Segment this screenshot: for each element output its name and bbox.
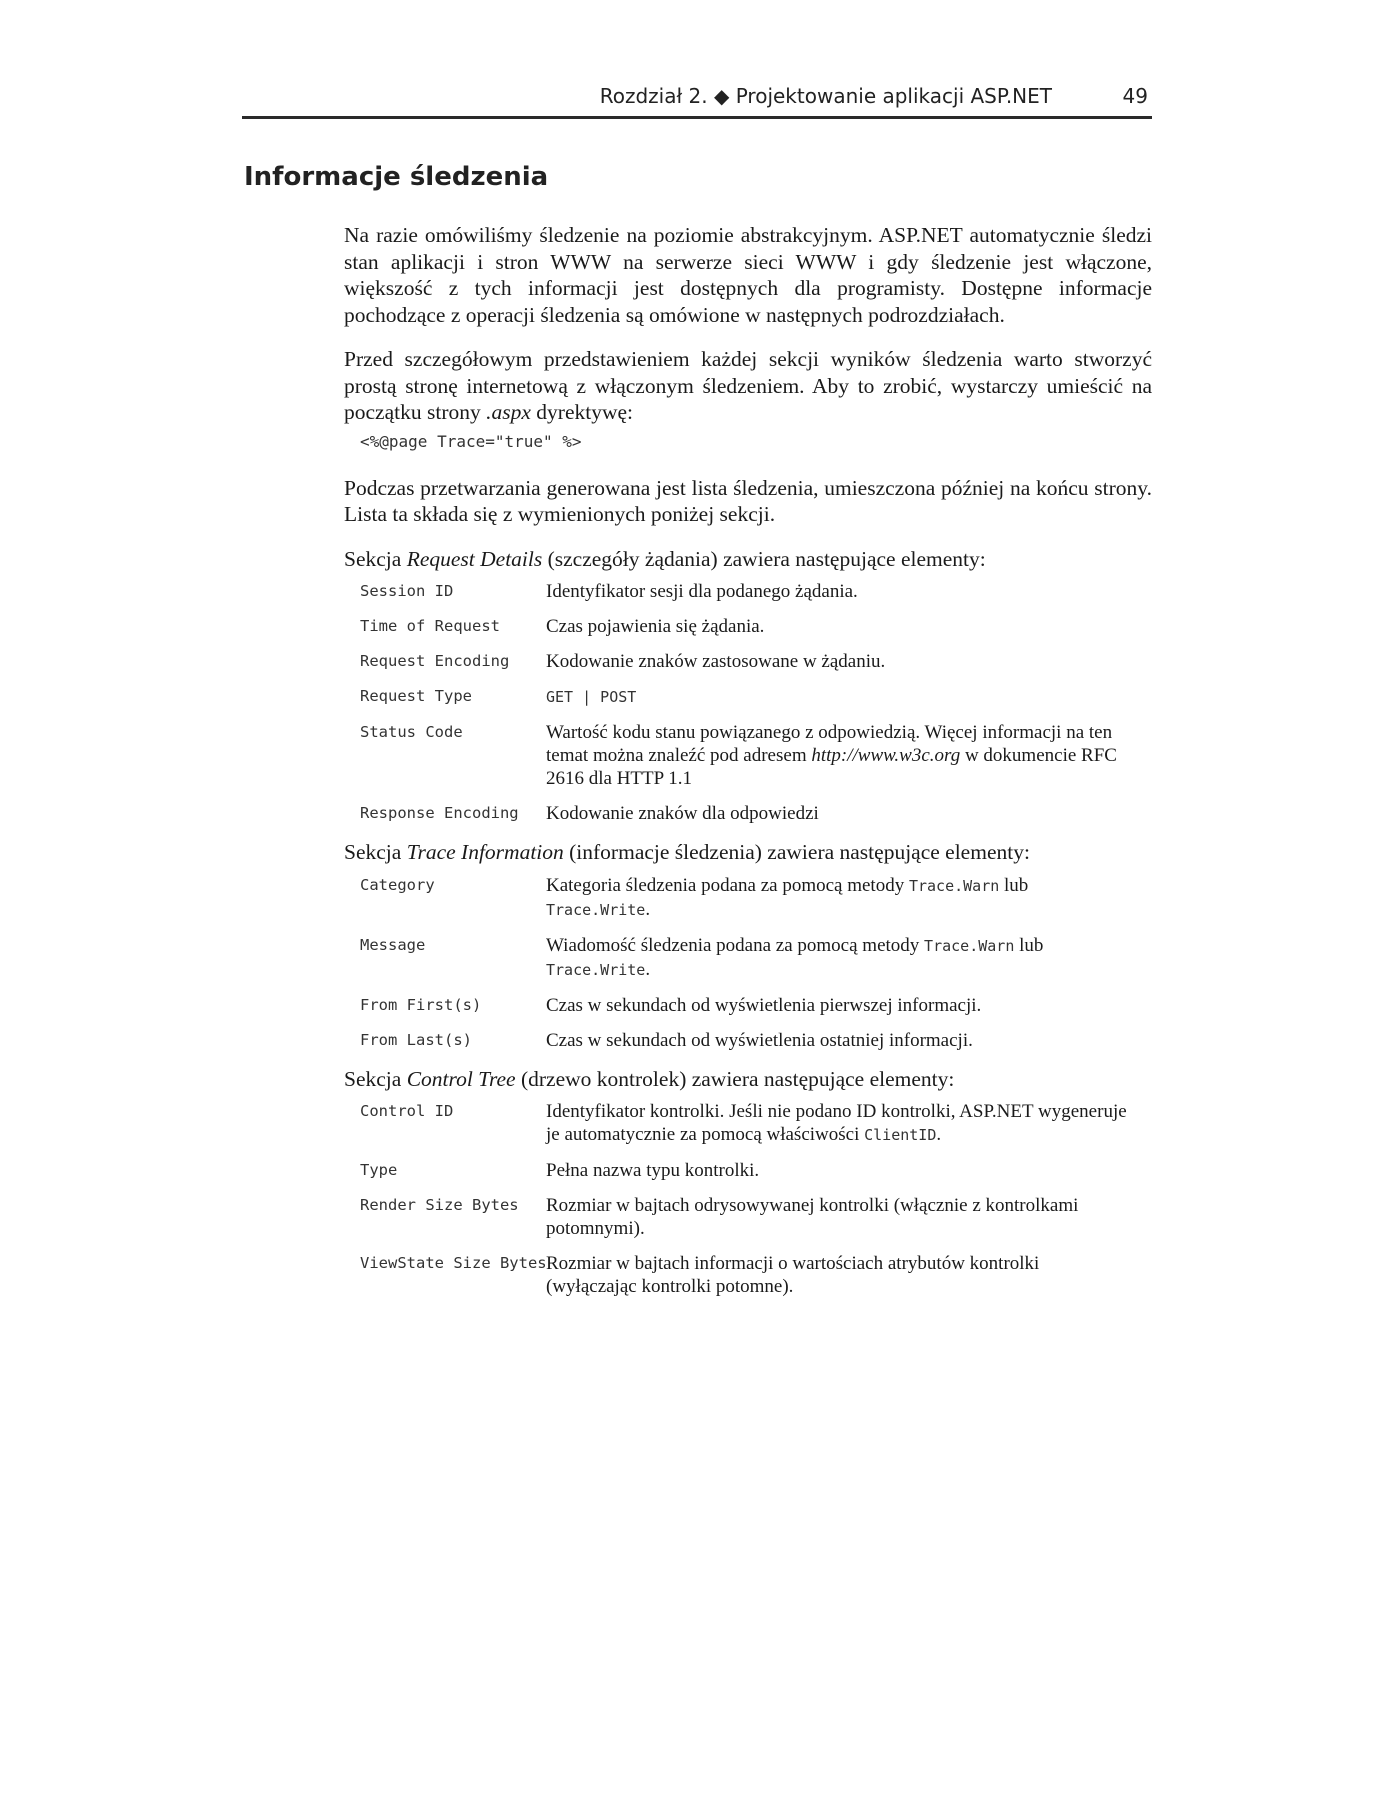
chapter-label: Rozdział 2. xyxy=(599,84,714,108)
trace-information-list xyxy=(344,874,1152,1052)
description-text-end: . xyxy=(936,1124,942,1145)
list-item xyxy=(344,685,1152,709)
lead-suffix: (informacje śledzenia) zawiera następujące elementy: xyxy=(563,840,1030,864)
description-text: Wartość kodu stanu powiązanego z odpowiedzią. Więcej informacji na ten temat można znaleźć pod adresem xyxy=(546,722,1113,766)
description: Czas w sekundach od wyświetlenia pierwszej informacji. xyxy=(546,994,982,1016)
list-item xyxy=(344,802,1152,825)
code-trace-warn: Trace.Warn xyxy=(924,936,1015,955)
aspx-term: .aspx xyxy=(486,400,531,424)
term: Type xyxy=(360,1161,398,1179)
term: Control ID xyxy=(360,1102,454,1120)
lead-suffix: (drzewo kontrolek) zawiera następujące elementy: xyxy=(515,1066,955,1091)
w3c-url: http://www.w3c.org xyxy=(811,745,961,766)
list-item xyxy=(344,874,1152,922)
description-text: Identyfikator kontrolki. Jeśli nie podano ID kontrolki, ASP.NET wygeneruje je automatycznie za pomocą właściwości xyxy=(546,1101,1127,1145)
list-item xyxy=(344,1029,1152,1052)
request-details-list xyxy=(344,580,1152,825)
request-details-lead xyxy=(344,546,1152,573)
description: Czas pojawienia się żądania. xyxy=(546,616,765,637)
list-item xyxy=(344,1252,1152,1298)
list-item xyxy=(344,1100,1152,1147)
page-number: 49 xyxy=(1122,84,1148,108)
term: Session ID xyxy=(360,582,454,600)
list-item xyxy=(344,1159,1152,1182)
control-tree-list xyxy=(344,1100,1152,1298)
code-trace-write: Trace.Write xyxy=(546,900,646,919)
description: Kodowanie znaków zastosowane w żądaniu. xyxy=(546,651,886,672)
term: Request Type xyxy=(360,687,472,705)
term: Category xyxy=(360,875,435,894)
code-trace-write: Trace.Write xyxy=(546,960,646,979)
description: Czas w sekundach od wyświetlenia ostatniej informacji. xyxy=(546,1029,973,1051)
list-item xyxy=(344,1194,1152,1240)
term: From Last(s) xyxy=(360,1030,472,1049)
code-client-id: ClientID xyxy=(864,1126,937,1144)
description xyxy=(546,721,1152,790)
term: Response Encoding xyxy=(360,804,519,822)
term: Request Encoding xyxy=(360,652,510,670)
term: Time of Request xyxy=(360,617,500,635)
running-header xyxy=(242,82,1152,119)
term: From First(s) xyxy=(360,995,482,1014)
description: Identyfikator sesji dla podanego żądania. xyxy=(546,581,858,602)
description xyxy=(546,934,1152,982)
description-text-end: . xyxy=(645,958,651,980)
lead-section-name: Request Details xyxy=(406,546,543,571)
description: Rozmiar w bajtach informacji o wartościach atrybutów kontrolki (wyłączając kontrolki potomne). xyxy=(546,1253,1040,1297)
control-tree-lead xyxy=(344,1066,1152,1093)
description: Pełna nazwa typu kontrolki. xyxy=(546,1160,760,1181)
paragraph-directive-text: Przed szczegółowym przedstawieniem każdej sekcji wyników śledzenia warto stworzyć prostą stronę internetową z włączonym śledzeniem. Aby to zrobić, wystarczy umieścić na początku strony xyxy=(344,347,1152,424)
chapter-name: Projektowanie aplikacji ASP.NET xyxy=(729,84,1052,108)
paragraph-directive xyxy=(344,346,1152,426)
paragraph-intro: Na razie omówiliśmy śledzenie na poziomie abstrakcyjnym. ASP.NET automatycznie śledzi stan aplikacji i stron WWW na serwerze sieci WWW i gdy śledzenie jest włączone, większość z tych informacji jest dostępnych dla programisty. Dostępne informacje pochodzące z operacji śledzenia są omówione w następnych podrozdziałach. xyxy=(344,223,1152,327)
body-text xyxy=(344,222,1152,1310)
lead-section-name: Trace Information xyxy=(406,840,564,864)
description xyxy=(546,1100,1152,1147)
section-title: Informacje śledzenia xyxy=(244,162,549,192)
list-item xyxy=(344,615,1152,638)
description: Kodowanie znaków dla odpowiedzi xyxy=(546,803,819,824)
chapter-title xyxy=(600,84,1052,108)
diamond-icon: ◆ xyxy=(713,84,730,108)
lead-prefix: Sekcja xyxy=(344,840,407,864)
description-text-end: w dokumencie RFC 2616 dla HTTP 1.1 xyxy=(546,745,1117,789)
code-directive: <%@page Trace="true" %> xyxy=(360,431,582,451)
list-item xyxy=(344,934,1152,982)
request-type-values: GET | POST xyxy=(546,688,637,706)
trace-information-lead xyxy=(344,839,1152,866)
list-item xyxy=(344,650,1152,673)
description: Rozmiar w bajtach odrysowywanej kontrolki (włącznie z kontrolkami potomnymi). xyxy=(546,1195,1079,1239)
paragraph-trace-list: Podczas przetwarzania generowana jest lista śledzenia, umieszczona później na końcu strony. Lista ta składa się z wymienionych poniżej sekcji. xyxy=(344,475,1152,526)
term: Render Size Bytes xyxy=(360,1196,519,1214)
list-item xyxy=(344,994,1152,1017)
code-trace-warn: Trace.Warn xyxy=(908,876,1000,895)
paragraph-directive-end: dyrektywę: xyxy=(530,400,633,424)
description-text-end: . xyxy=(645,898,651,920)
description-text: Wiadomość śledzenia podana za pomocą metody xyxy=(546,934,925,956)
description-text-mid: lub xyxy=(1014,934,1044,956)
term: ViewState Size Bytes xyxy=(360,1254,547,1272)
lead-section-name: Control Tree xyxy=(406,1066,516,1091)
description-text-mid: lub xyxy=(999,874,1029,896)
list-item xyxy=(344,580,1152,603)
lead-prefix: Sekcja xyxy=(344,546,407,571)
lead-prefix: Sekcja xyxy=(344,1066,407,1091)
list-item xyxy=(344,721,1152,790)
description xyxy=(546,874,1152,922)
description-text: Kategoria śledzenia podana za pomocą metody xyxy=(546,874,909,896)
description xyxy=(546,685,1152,709)
lead-suffix: (szczegóły żądania) zawiera następujące elementy: xyxy=(542,546,986,571)
term: Message xyxy=(360,935,426,954)
term: Status Code xyxy=(360,723,463,741)
